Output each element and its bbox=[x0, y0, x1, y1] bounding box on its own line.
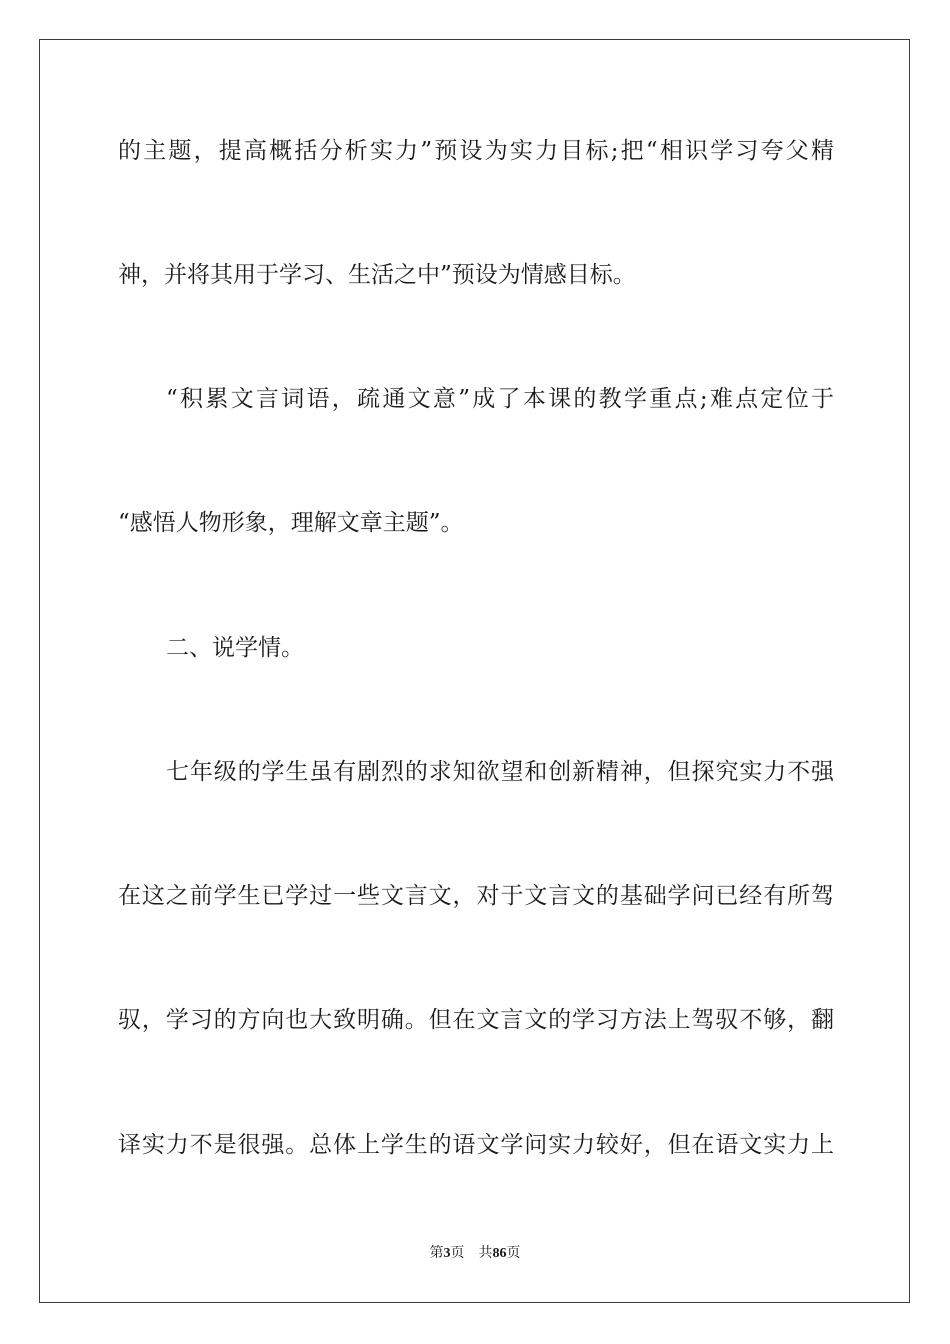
body-text-line-8: 驭，学习的方向也大致明确。但在文言文的学习方法上驾驭不够，翻 bbox=[118, 1007, 834, 1033]
footer-page-prefix: 第 bbox=[429, 1246, 444, 1261]
footer-total-prefix: 共 bbox=[478, 1246, 493, 1261]
body-text-line-7: 在这之前学生已学过一些文言文，对于文言文的基础学问已经有所驾 bbox=[118, 883, 834, 909]
footer-total-suffix: 页 bbox=[506, 1246, 521, 1261]
body-text-line-4: “感悟人物形象，理解文章主题”。 bbox=[118, 510, 464, 536]
body-text-line-3: “积累文言词语，疏通文意”成了本课的教学重点;难点定位于 bbox=[166, 386, 834, 412]
page-footer bbox=[0, 1245, 950, 1263]
section-heading: 二、说学情。 bbox=[166, 635, 304, 661]
body-text-line-1: 的主题，提高概括分析实力”预设为实力目标;把“相识学习夸父精 bbox=[118, 138, 834, 164]
footer-total-pages: 86 bbox=[492, 1246, 507, 1261]
body-text-line-2: 神，并将其用于学习、生活之中”预设为情感目标。 bbox=[118, 262, 636, 288]
footer-page-number: 3 bbox=[443, 1246, 451, 1261]
body-text-line-6: 七年级的学生虽有剧烈的求知欲望和创新精神，但探究实力不强 bbox=[166, 759, 834, 785]
page-border bbox=[39, 39, 910, 1303]
footer-page-suffix: 页 bbox=[450, 1246, 465, 1261]
body-text-line-9: 译实力不是很强。总体上学生的语文学问实力较好，但在语文实力上 bbox=[118, 1132, 834, 1158]
